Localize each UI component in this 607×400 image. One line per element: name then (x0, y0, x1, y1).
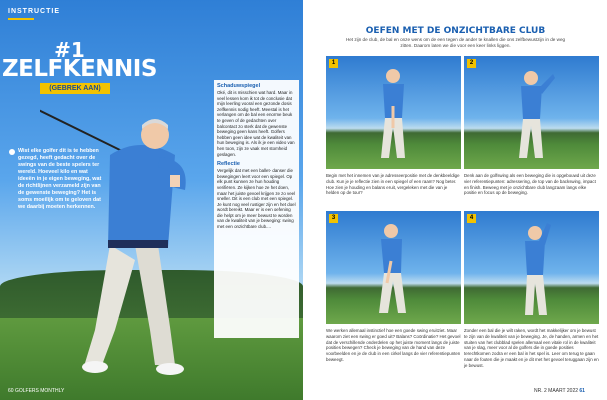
step-photo-3 (326, 211, 461, 324)
intro-text: Wist elke golfer dit is te hebben gezegd, heeft gedacht over de swings van de beste spelers ter wereld. Hoeveel kilo en wat ideeën in je eigen beweging, wat de richtlijnen verzameld zijn van de gewenste beweging? Het is soms moeilijk om te geloven dat we daarbij moeten herkennen. (18, 148, 102, 210)
right-footer (534, 388, 585, 394)
issue-month: MAART 2022 (548, 388, 579, 394)
section-label: INSTRUCTIE (8, 8, 60, 15)
golfer-impact-figure (371, 221, 416, 321)
step-caption-3: We werken allemaal instinctief hoe een goede swing eruitziet. Maar waarom ziet een swing er goed uit? Balans? Coördinatie? Het gevoel dat de verschillende onderdelen op het juiste moment langs de juiste posities bewegen? Check je beweging van de hand van deze voorbeelden en je de club in een cirkel langs de vier referentiepunten beweegt. (326, 328, 461, 362)
box-heading-2: Reflectie (217, 161, 240, 168)
step-badge-3: 3 (329, 214, 338, 223)
tip-title: ZELFKENNIS (2, 56, 157, 82)
box-paragraph-1: Oké, dit is misschien wat hard. Maar in veel lessen kom ik tot de conclusie dat mijn leerling vooral een gezonde dosis zelfkennis nodig heeft. Meestal is het verlangen om de bal een enorme beuk te geven of de gedachten over balcontact zo sterk dat de gewenste beweging geen kans heeft. Golfers hebben geen idee wat de kwaliteit van hun beweging is. Als ik je een video van hen toon, zijn ze vaak met stomheid geslagen. (217, 90, 295, 157)
sidebar-textbox (214, 80, 299, 338)
step-caption-2: Denk aan de golfswing als een beweging die is opgebouwd uit deze vier referentiepunten: adressering, de top van de backswing, impact en finish. Beweeg met je onzichtbare club langzaam langs elke positie en focus op de beweging. (464, 173, 596, 196)
section-underline (8, 18, 34, 20)
golfer-backswing-figure (509, 64, 559, 164)
step-caption-4: Zonder een bal die je wilt raken, wordt het makkelijker om je bewust te zijn van de kwaliteit van je beweging. Je, de handen, armen en het stuiten van het clubblad spelen allemaal een vitale rol in de kwaliteit van je slag, meer voor al de golfers die in goede posities terechtkomen zodra er een bal in het spel is. Leer om terug te gaan naar de fouten die je maakt en je dit met het gevoel teruggaan zijn en je bewust. (464, 328, 599, 368)
golfer-address-figure (371, 66, 416, 166)
issue-label: NR. 2 (534, 388, 547, 394)
step-photo-4 (464, 211, 599, 324)
page-number: 61 (579, 388, 585, 394)
tip-subtitle: (GEBREK AAN) (40, 83, 110, 94)
box-paragraph-2: Vergelijk dat met een ballet- danser die bewegingen leert voor een spiegel. Op elk punt kunnen ze hun houding verifiëren. Ze kijken hoe ze het doen, maar het juiste gevoel krijgen ze zo veel sneller. Dit is een club met een spiegel. Je kunt nog veel rustiger zijn en het doel wordt bereikt. Maar er is een oefening die helpt om je meer bewust te worden van de kwaliteit van je beweging: swing met een onzichtbare club.... (217, 168, 296, 230)
step-badge-1: 1 (329, 59, 338, 68)
exercise-subtitle: Het zijn de club, de bal en onze wens om de een tegen de ander te knallen die ons zelfbewustzijn in de weg zitten. Daarom laten we die voor een keer links liggen. (345, 37, 566, 48)
tip-number: #1 (54, 38, 85, 62)
left-page (0, 0, 303, 400)
intro-bullet-icon (9, 149, 15, 155)
step-caption-1: Begin met het innemen van je adresseerpositie met de denkbeeldige club. Kun je je reflectie zien in een spiegel of een raam? Nog beter. Hoe zien je houding en balans eruit, vergeleken met die van je helden op de tour? (326, 173, 460, 196)
golfer-figure (40, 95, 230, 385)
step-badge-4: 4 (467, 214, 476, 223)
golfer-finish-figure (509, 217, 559, 321)
box-heading-1: Schaduwspiegel (217, 83, 261, 89)
left-footer: 60 GOLFERS MONTHLY (8, 388, 65, 394)
exercise-title: OEFEN MET DE ONZICHTBARE CLUB (365, 26, 546, 36)
step-photo-2 (464, 56, 599, 169)
step-photo-1 (326, 56, 461, 169)
right-page (304, 0, 607, 400)
step-badge-2: 2 (467, 59, 476, 68)
